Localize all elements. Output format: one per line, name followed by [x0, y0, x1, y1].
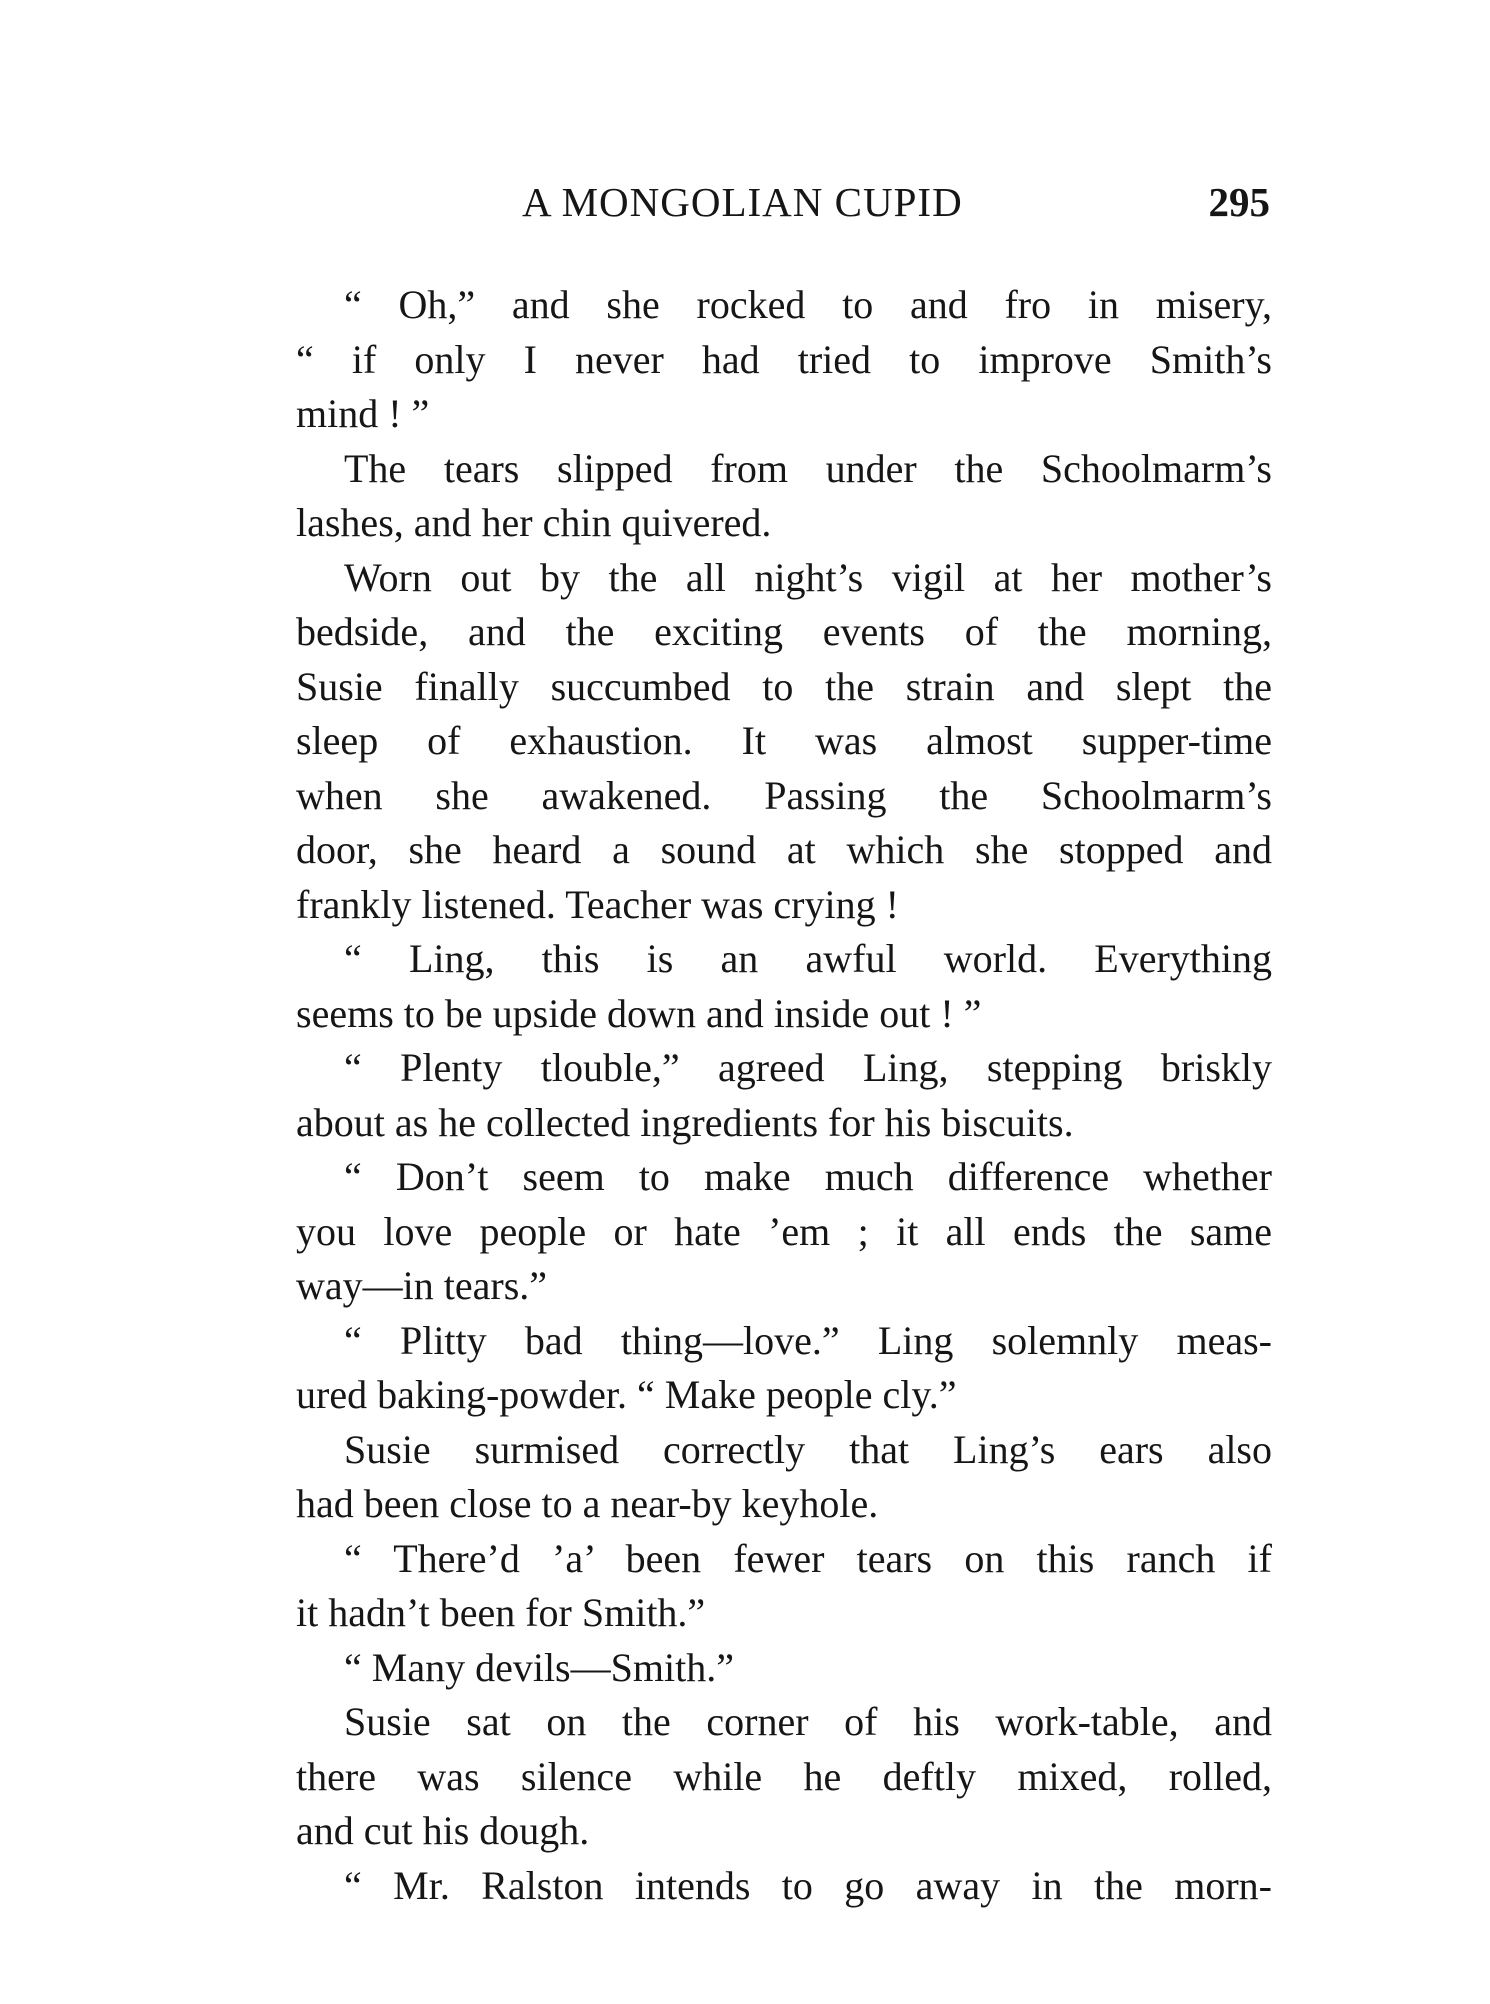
text-line: and cut his dough. [296, 1808, 590, 1853]
text-line: Worn out by the all night’s vigil at her mother’s [344, 554, 1272, 600]
text-line: “ Plitty bad thing—love.” Ling solemnly meas- [344, 1317, 1272, 1363]
text-line: “ Don’t seem to make much difference whether [344, 1154, 1272, 1199]
text-line: Susie finally succumbed to the strain and slept the [296, 663, 1272, 709]
text-line: “ There’d ’a’ been fewer tears on this ranch if [344, 1535, 1272, 1581]
text-line: about as he collected ingredients for his biscuits. [296, 1099, 1074, 1145]
text-line: it hadn’t been for Smith.” [296, 1590, 706, 1635]
text-line: there was silence while he deftly mixed, rolled, [296, 1753, 1272, 1799]
text-line: door, she heard a sound at which she stopped and [296, 827, 1272, 872]
text-line: frankly listened. Teacher was crying ! [296, 881, 899, 927]
text-line: bedside, and the exciting events of the morning, [296, 609, 1272, 654]
text-line: Susie sat on the corner of his work-table, and [344, 1699, 1272, 1744]
text-line: “ Many devils—Smith.” [344, 1644, 734, 1690]
text-line: lashes, and her chin quivered. [296, 500, 772, 545]
text-line: mind ! ” [296, 391, 430, 436]
text-line: when she awakened. Passing the Schoolmarm’s [296, 772, 1272, 818]
page-number: 295 [1208, 179, 1270, 225]
body-text [296, 278, 1272, 1913]
text-line: “ Ling, this is an awful world. Everything [344, 936, 1272, 981]
text-line: ured baking-powder. “ Make people cly.” [296, 1372, 957, 1417]
text-line: The tears slipped from under the Schoolmarm’s [344, 445, 1272, 491]
text-line: “ Plenty tlouble,” agreed Ling, stepping briskly [344, 1045, 1272, 1090]
text-line: had been close to a near-by keyhole. [296, 1481, 879, 1526]
text-line: Susie surmised correctly that Ling’s ears also [344, 1426, 1272, 1472]
text-line: “ Mr. Ralston intends to go away in the morn- [344, 1862, 1272, 1908]
running-title: A MONGOLIAN CUPID [522, 179, 963, 225]
text-line: “ Oh,” and she rocked to and fro in misery, [344, 282, 1272, 327]
text-line: seems to be upside down and inside out ! ” [296, 990, 982, 1036]
text-line: way—in tears.” [296, 1263, 548, 1308]
text-line: “ if only I never had tried to improve Smith’s [296, 336, 1272, 382]
page-header [0, 178, 1490, 238]
text-line: sleep of exhaustion. It was almost supper-time [296, 718, 1272, 763]
text-line: you love people or hate ’em ; it all ends the same [296, 1208, 1272, 1254]
